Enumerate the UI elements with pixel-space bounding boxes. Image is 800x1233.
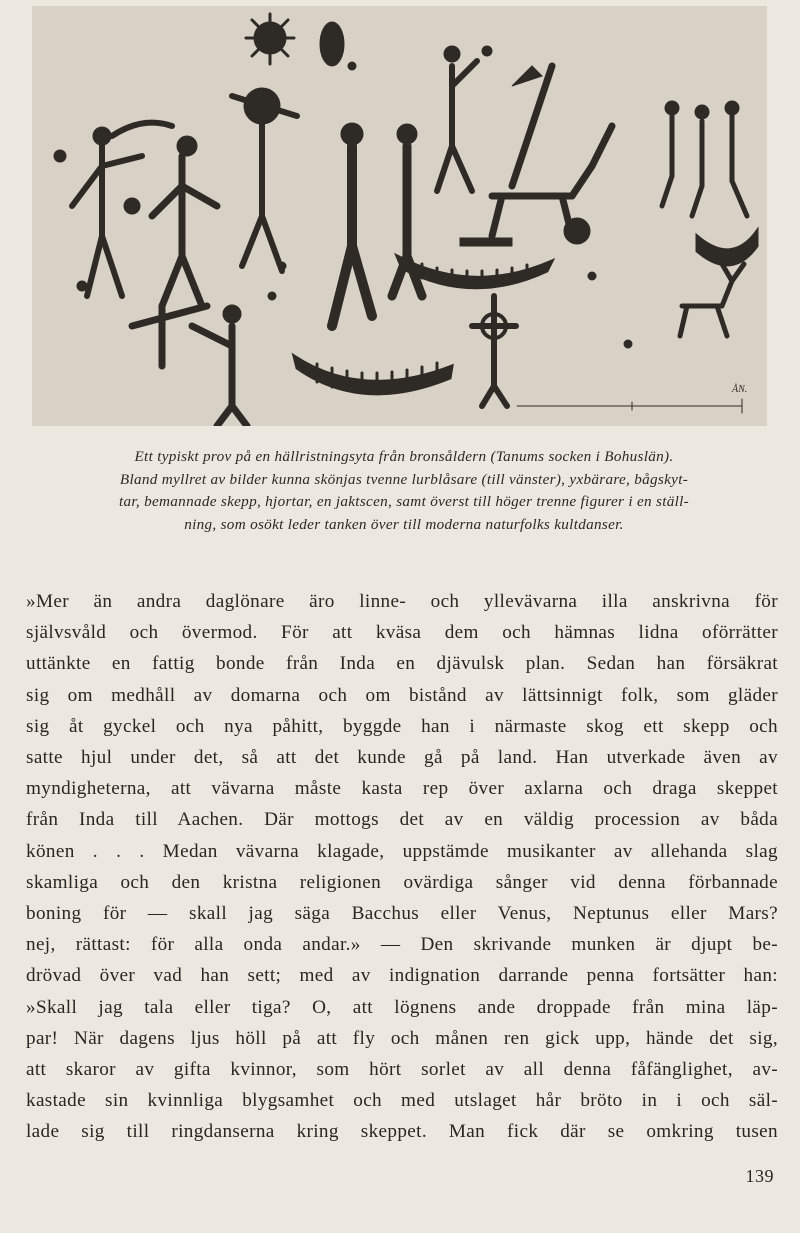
body-text [26, 586, 778, 1148]
body-line: satte hjul under det, så att det kunde gå på land. Han utverkade även av [26, 747, 778, 769]
body-line: uttänkte en fattig bonde från Inda en djävulsk plan. Sedan han försäkrat [26, 653, 778, 675]
body-line: par! När dagens ljus höll på att fly och månen ren gick upp, hände det sig, [26, 1027, 778, 1049]
page-number: 139 [745, 1166, 774, 1186]
rock-carving-illustration [32, 6, 767, 426]
body-line: nej, rättast: för alla onda andar.» — Den skrivande munken är djupt be- [26, 934, 778, 956]
rock-carving-drawing [32, 6, 767, 426]
body-line: lade sig till ringdanserna kring skeppet. Man fick där se omkring tusen [26, 1121, 778, 1143]
body-line: skamliga och den kristna religionen ovärdiga sånger vid denna förbannade [26, 871, 778, 893]
caption-line: ning, som osökt leder tanken över till moderna naturfolks kultdanser. [184, 515, 624, 533]
body-line: självsvåld och övermod. För att kväsa dem och hämnas lidna oförrätter [26, 622, 778, 644]
body-line: boning för — skall jag säga Bacchus eller Venus, Neptunus eller Mars? [26, 903, 778, 925]
body-line: »Mer än andra daglönare äro linne- och yllevävarna illa anskrivna för [26, 591, 778, 612]
caption-line: Bland myllret av bilder kunna skönjas tvenne lurblåsare (till vänster), yxbärare, bågskyt- [119, 470, 689, 488]
body-line: myndigheterna, att vävarna måste kasta rep över axlarna och draga skeppet [26, 778, 778, 800]
body-line: sig åt gyckel och nya påhitt, byggde han i närmaste skog ett skepp och [26, 715, 778, 737]
body-line: från Inda till Aachen. Där mottogs det av en väldig procession av båda [26, 809, 778, 831]
body-line: sig om medhåll av domarna och om bistånd av lättsinnigt folk, som gläder [26, 684, 778, 706]
body-line: att skaror av gifta kvinnor, som hört sorlet av all denna fåfänglighet, av- [26, 1059, 778, 1081]
body-line: drövad över vad han sett; med av indignation darrande penna fortsätter han: [26, 965, 778, 987]
body-line: »Skall jag tala eller tiga? O, att lögnens ande droppade från mina läp- [26, 996, 778, 1018]
caption-line: Ett typiskt prov på en hällristningsyta från bronsåldern (Tanums socken i Bohuslän). [134, 448, 674, 465]
artist-signature: ÅN. [732, 384, 748, 395]
body-line: könen . . . Medan vävarna klagade, uppstämde musikanter av allehanda slag [26, 840, 778, 862]
caption-line: tar, bemannade skepp, hjortar, en jaktscen, samt överst till höger trenne figurer i en ställ- [118, 493, 690, 510]
body-line: kastade sin kvinnliga blygsamhet och med utslaget hår bröto in i och säl- [26, 1090, 778, 1112]
figure-caption [28, 446, 780, 536]
